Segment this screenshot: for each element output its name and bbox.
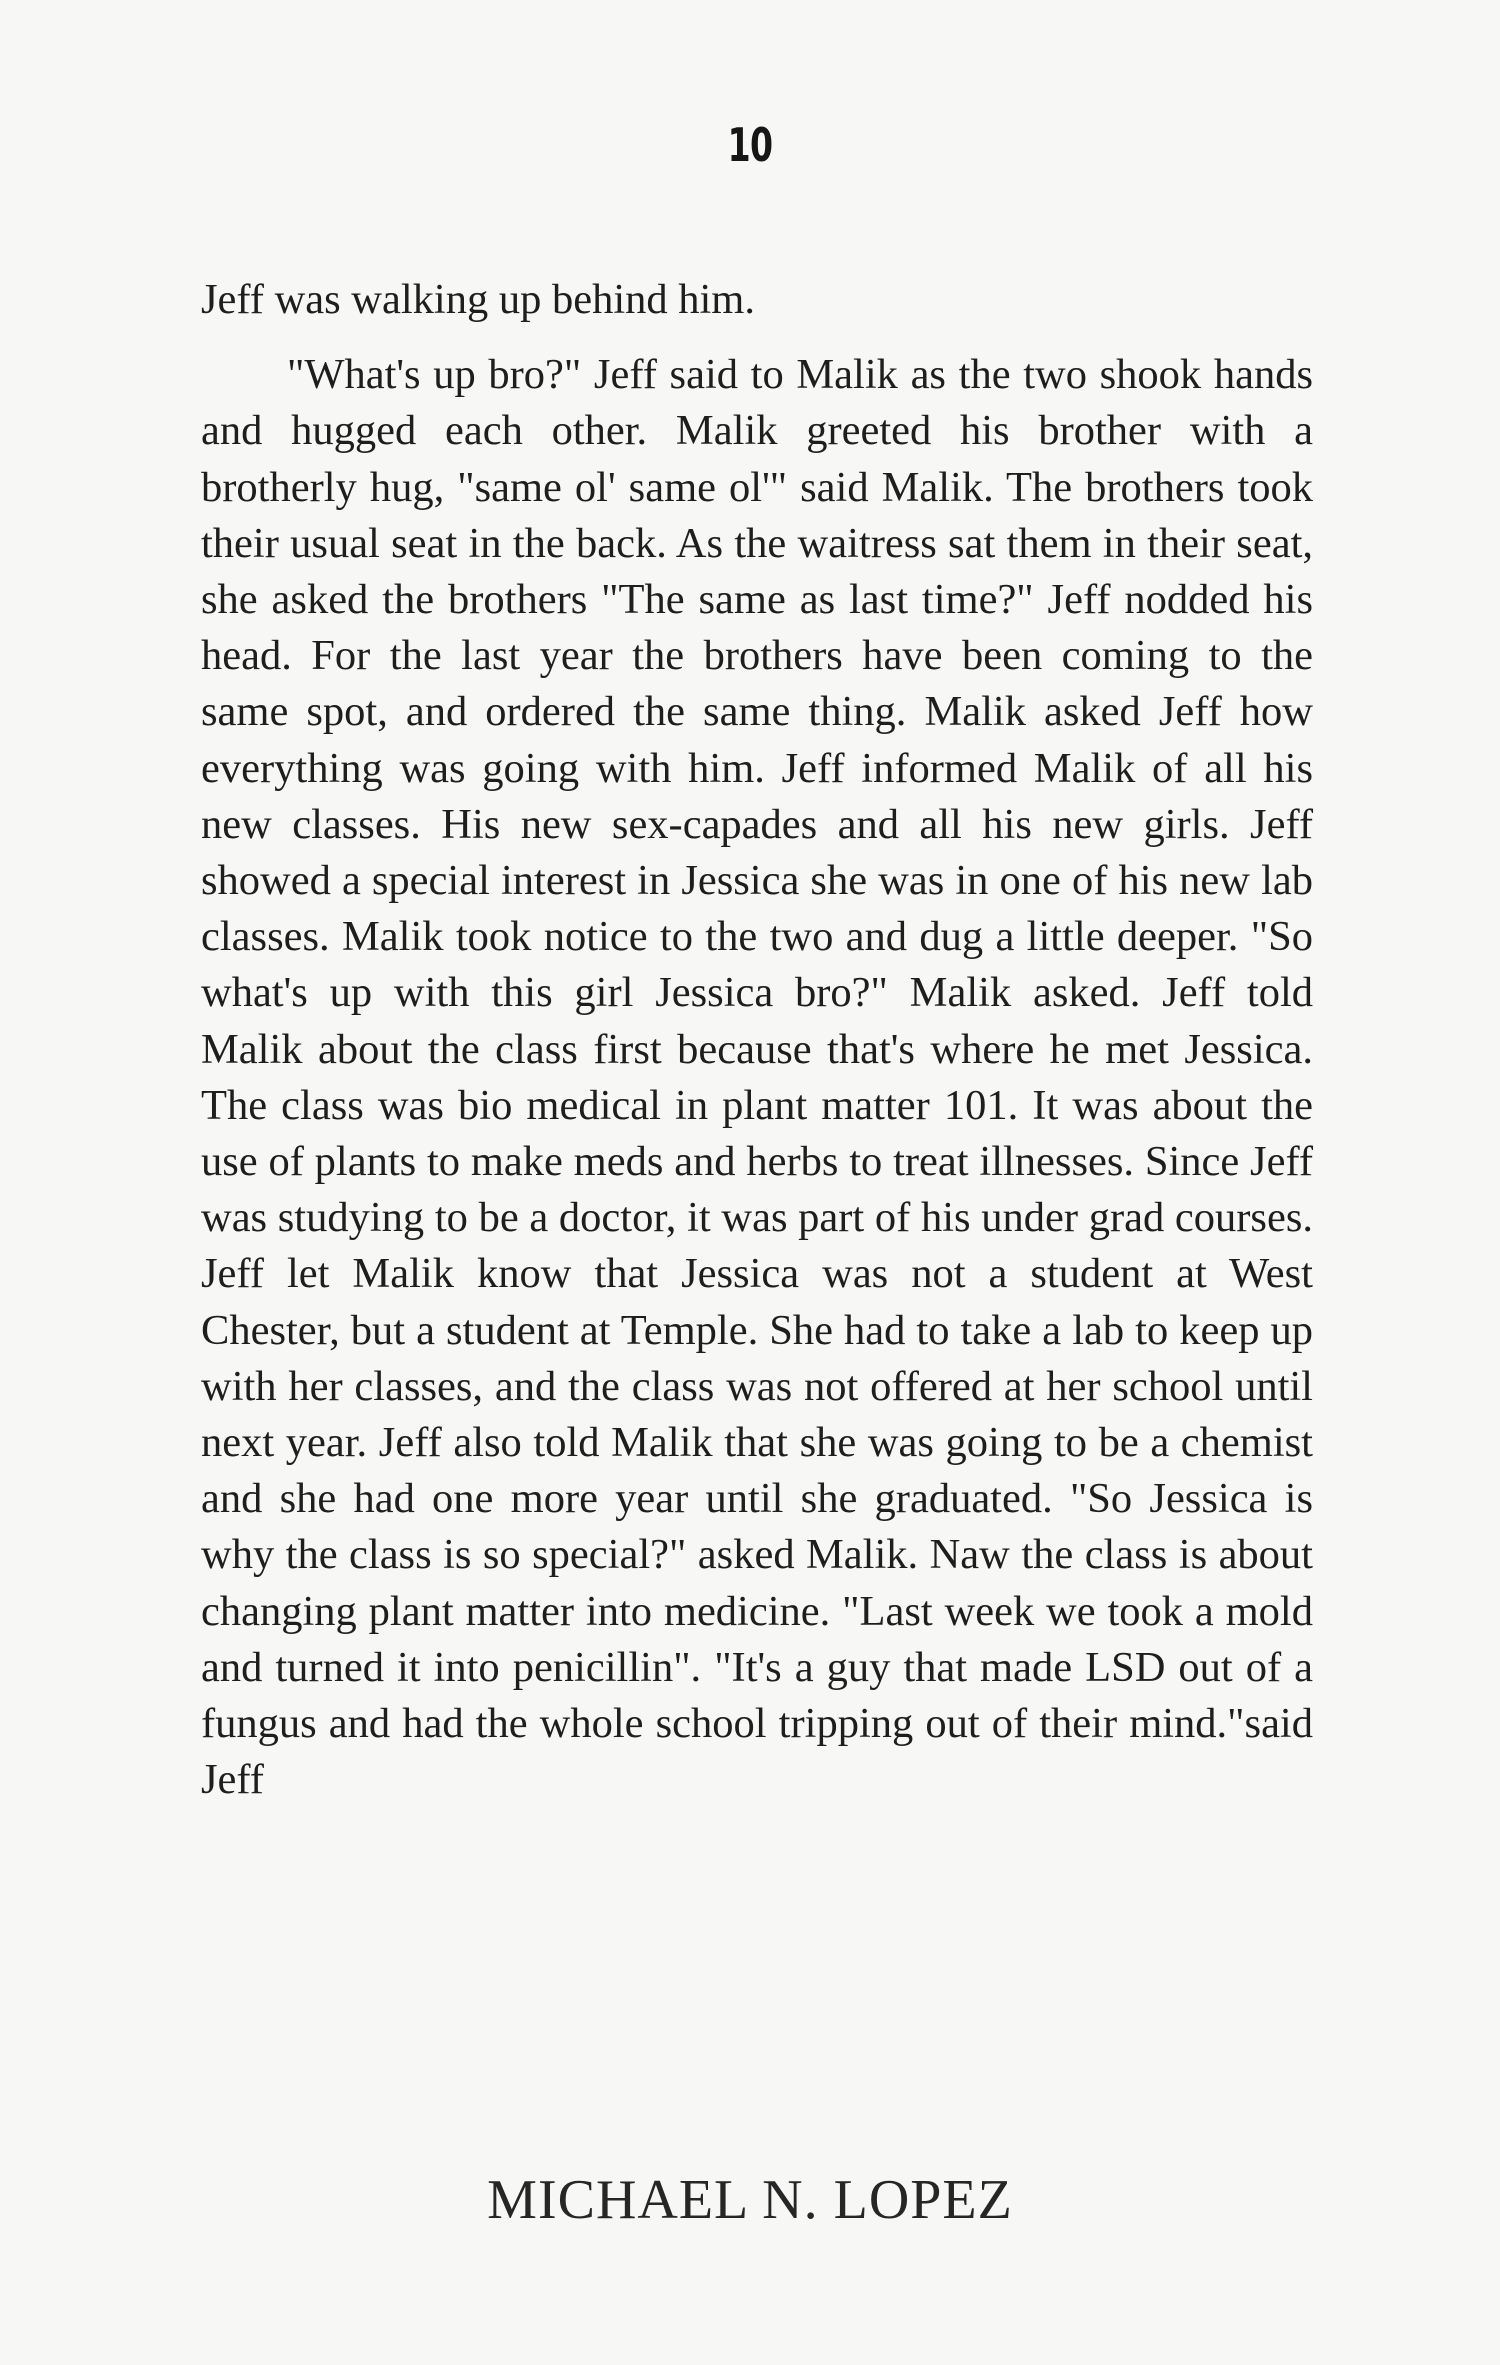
body-text	[201, 272, 1313, 1808]
paragraph-2: "What's up bro?" Jeff said to Malik as the two shook hands and hugged each other. Malik greeted his brother with a brotherly hug, "same ol' same ol'" said Malik. The brothers took their usual seat in the back. As the waitress sat them in their seat, she asked the brothers "The same as last time?" Jeff nodded his head. For the last year the brothers have been coming to the same spot, and ordered the same thing. Malik asked Jeff how everything was going with him. Jeff informed Malik of all his new classes. His new sex-capades and all his new girls. Jeff showed a special interest in Jessica she was in one of his new lab classes. Malik took notice to the two and dug a little deeper. "So what's up with this girl Jessica bro?" Malik asked. Jeff told Malik about the class first because that's where he met Jessica. The class was bio medical in plant matter 101. It was about the use of plants to make meds and herbs to treat illnesses. Since Jeff was studying to be a doctor, it was part of his under grad courses. Jeff let Malik know that Jessica was not a student at West Chester, but a student at Temple. She had to take a lab to keep up with her classes, and the class was not offered at her school until next year. Jeff also told Malik that she was going to be a chemist and she had one more year until she graduated. "So Jessica is why the class is so special?" asked Malik. Naw the class is about changing plant matter into medicine. "Last week we took a mold and turned it into penicillin". "It's a guy that made LSD out of a fungus and had the whole school tripping out of their mind."said Jeff	[201, 351, 1313, 1804]
paragraph-1: Jeff was walking up behind him.	[201, 276, 755, 323]
page-number: 10	[727, 118, 773, 172]
footer-author: MICHAEL N. LOPEZ	[487, 2169, 1013, 2231]
